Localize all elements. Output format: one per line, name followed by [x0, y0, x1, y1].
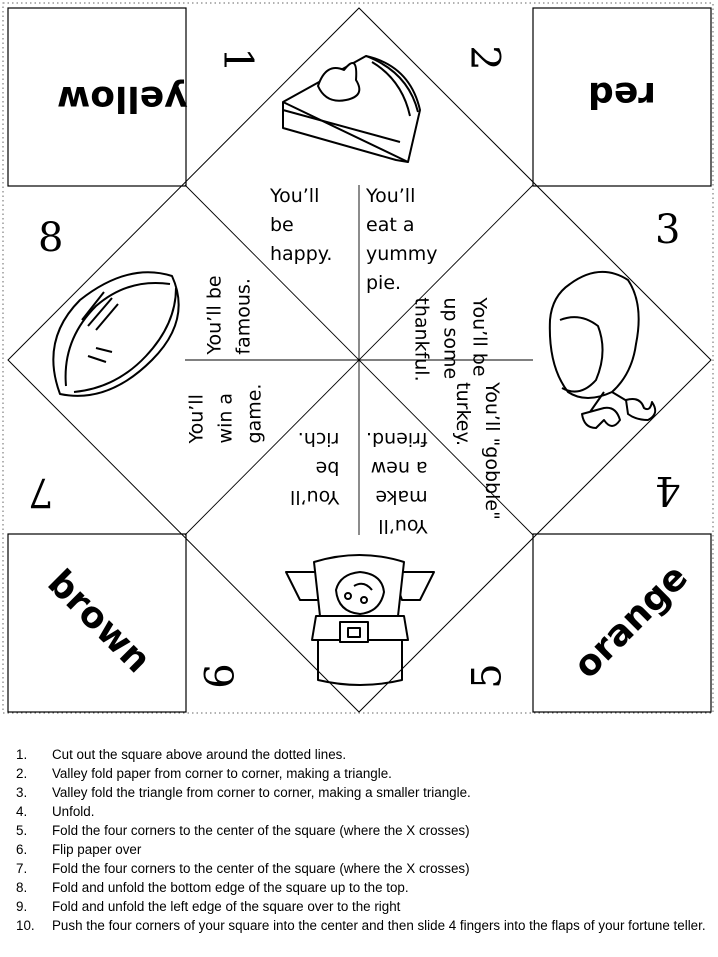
instruction-text: Flip paper over — [52, 842, 142, 857]
football-picture — [53, 272, 178, 396]
instruction-text: Valley fold the triangle from corner to corner, making a smaller triangle. — [52, 785, 471, 800]
color-label-brown: brown — [39, 562, 159, 682]
number-4: 4 — [655, 467, 681, 513]
instruction-text: Cut out the square above around the dotted lines. — [52, 747, 347, 762]
instruction-item — [16, 802, 706, 821]
fortune-gobble[interactable]: You’ll "gobble" turkey. — [451, 382, 503, 520]
pie-slice-picture — [283, 56, 420, 162]
instruction-number: 10. — [16, 918, 35, 933]
instruction-number: 7. — [16, 861, 28, 876]
fortune-happy[interactable]: You’ll be happy. — [270, 185, 333, 265]
instruction-number: 8. — [16, 880, 28, 895]
instruction-item — [16, 897, 706, 916]
instruction-text: Fold the four corners to the center of the square (where the X crosses) — [52, 823, 470, 838]
instruction-number: 5. — [16, 823, 28, 838]
instruction-text: Valley fold paper from corner to corner, making a triangle. — [52, 766, 392, 781]
instruction-text: Fold the four corners to the center of the square (where the X crosses) — [52, 861, 470, 876]
instruction-item — [16, 764, 706, 783]
instruction-item — [16, 745, 706, 764]
number-5: 5 — [464, 663, 511, 689]
color-label-red: red — [588, 74, 656, 115]
instruction-item — [16, 840, 706, 859]
fortune-thankful[interactable]: You’ll be up some thankful. — [410, 297, 491, 382]
number-2: 2 — [461, 45, 508, 71]
instruction-text: Fold and unfold the bottom edge of the square up to the top. — [52, 880, 409, 895]
fortune-pie[interactable]: You’ll eat a yummy pie. — [366, 185, 438, 294]
number-8: 8 — [38, 215, 64, 261]
instruction-number: 4. — [16, 804, 28, 819]
instruction-item — [16, 878, 706, 897]
pilgrim-hat-picture — [286, 555, 434, 685]
fortune-friend[interactable]: You’ll make a new friend. — [366, 428, 428, 537]
instruction-item — [16, 783, 706, 802]
fortune-famous[interactable]: You’ll be famous. — [203, 275, 255, 355]
number-3: 3 — [655, 207, 681, 253]
instruction-number: 3. — [16, 785, 28, 800]
instruction-text: Fold and unfold the left edge of the square over to the right — [52, 899, 401, 914]
instruction-item — [16, 916, 706, 935]
fortune-rich[interactable]: You’ll be rich. — [290, 428, 340, 508]
instruction-text: Push the four corners of your square into the center and then slide 4 fingers into the flaps of your fortune teller. — [52, 918, 706, 933]
number-7: 7 — [28, 469, 54, 515]
instructions-list — [16, 745, 706, 935]
turkey-leg-picture — [550, 272, 655, 428]
number-6: 6 — [197, 663, 244, 689]
instruction-number: 9. — [16, 899, 28, 914]
number-1: 1 — [214, 47, 261, 73]
instruction-number: 6. — [16, 842, 28, 857]
instruction-text: Unfold. — [52, 804, 95, 819]
color-label-orange: orange — [566, 556, 696, 687]
fortune-game[interactable]: You’ll win a game. — [185, 383, 266, 444]
color-label-yellow: yellow — [57, 78, 188, 119]
instruction-item — [16, 859, 706, 878]
instruction-number: 1. — [16, 747, 28, 762]
instruction-item — [16, 821, 706, 840]
instruction-number: 2. — [16, 766, 28, 781]
